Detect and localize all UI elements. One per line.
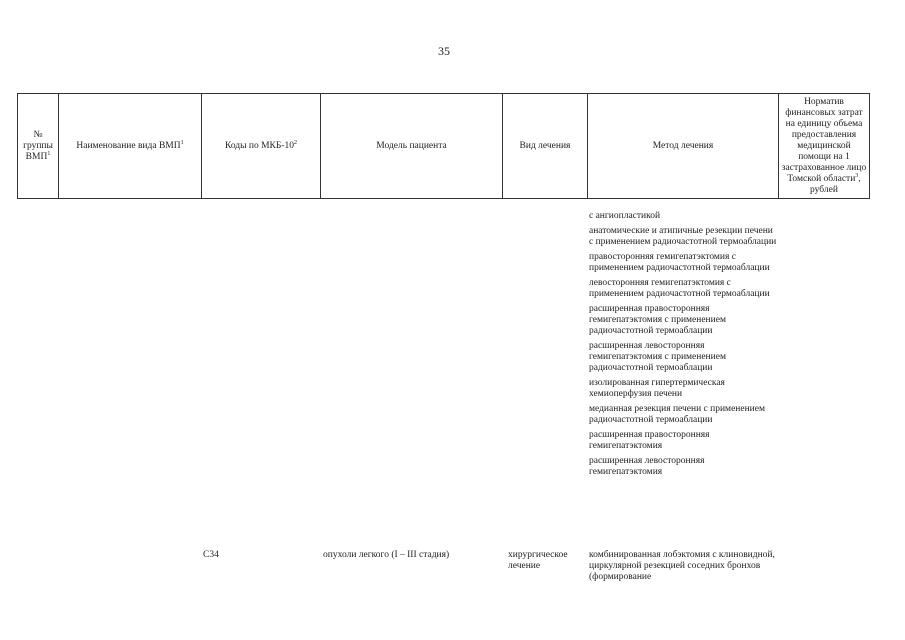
- header-group-no-text: № группы ВМП: [23, 129, 53, 162]
- method-item: анатомические и атипичные резекции печени с применением радиочастотной термоаблации: [589, 225, 777, 247]
- row-patient-model: опухоли легкого (I – III стадия): [323, 550, 450, 560]
- method-item: с ангиопластикой: [589, 211, 661, 221]
- header-vmp-name-sup: 1: [180, 139, 184, 146]
- header-icd-codes: [202, 94, 321, 199]
- header-treatment-type: [503, 94, 588, 199]
- header-vmp-name-text: Наименование вида ВМП: [76, 140, 181, 151]
- method-item: расширенная правосторонняя гемигепатэктомия: [589, 430, 710, 452]
- header-vmp-name: [59, 94, 202, 199]
- page-number: 35: [438, 44, 450, 58]
- header-cost-norm-suffix: , рублей: [810, 173, 861, 195]
- header-icd-codes-sup: 2: [294, 139, 298, 146]
- header-group-no: [18, 94, 59, 199]
- method-item: медианная резекция печени с применением радиочастотной термоаблации: [589, 404, 765, 426]
- table-header: [17, 93, 870, 199]
- method-item: правосторонняя гемигепатэктомия с применением радиочастотной термоаблации: [589, 251, 770, 273]
- method-item: левосторонняя гемигепатэктомия с применением радиочастотной термоаблации: [589, 277, 770, 299]
- method-item: расширенная правосторонняя гемигепатэктомия с применением радиочастотной термоаблации: [589, 303, 726, 337]
- header-icd-codes-text: Коды по МКБ-10: [224, 140, 295, 151]
- header-patient-model: [321, 94, 503, 199]
- header-cost-norm-sup: 3: [855, 172, 859, 179]
- row-icd-code: C34: [203, 550, 219, 560]
- method-list: [589, 211, 779, 482]
- header-patient-model-text: Модель пациента: [376, 140, 447, 151]
- header-cost-norm: [779, 94, 870, 199]
- header-treatment-type-text: Вид лечения: [519, 140, 571, 151]
- header-treatment-method-text: Метод лечения: [652, 140, 714, 151]
- header-group-no-sup: 1: [47, 150, 51, 157]
- method-item: изолированная гипертермическая хемиоперфузия печени: [589, 378, 725, 400]
- method-item: расширенная левосторонняя гемигепатэктомия с применением радиочастотной термоаблации: [589, 341, 726, 374]
- method-item: расширенная левосторонняя гемигепатэктомия: [589, 456, 705, 478]
- header-cost-norm-text: Норматив финансовых затрат на единицу объема предоставления медицинской помощи на 1 застрахованное лицо Томской области: [781, 96, 867, 184]
- row-treatment-type: хирургическое лечение: [508, 550, 568, 572]
- row-treatment-method: комбинированная лобэктомия с клиновидной, циркулярной резекцией соседних бронхов (формирование: [589, 550, 775, 583]
- header-treatment-method: [588, 94, 779, 199]
